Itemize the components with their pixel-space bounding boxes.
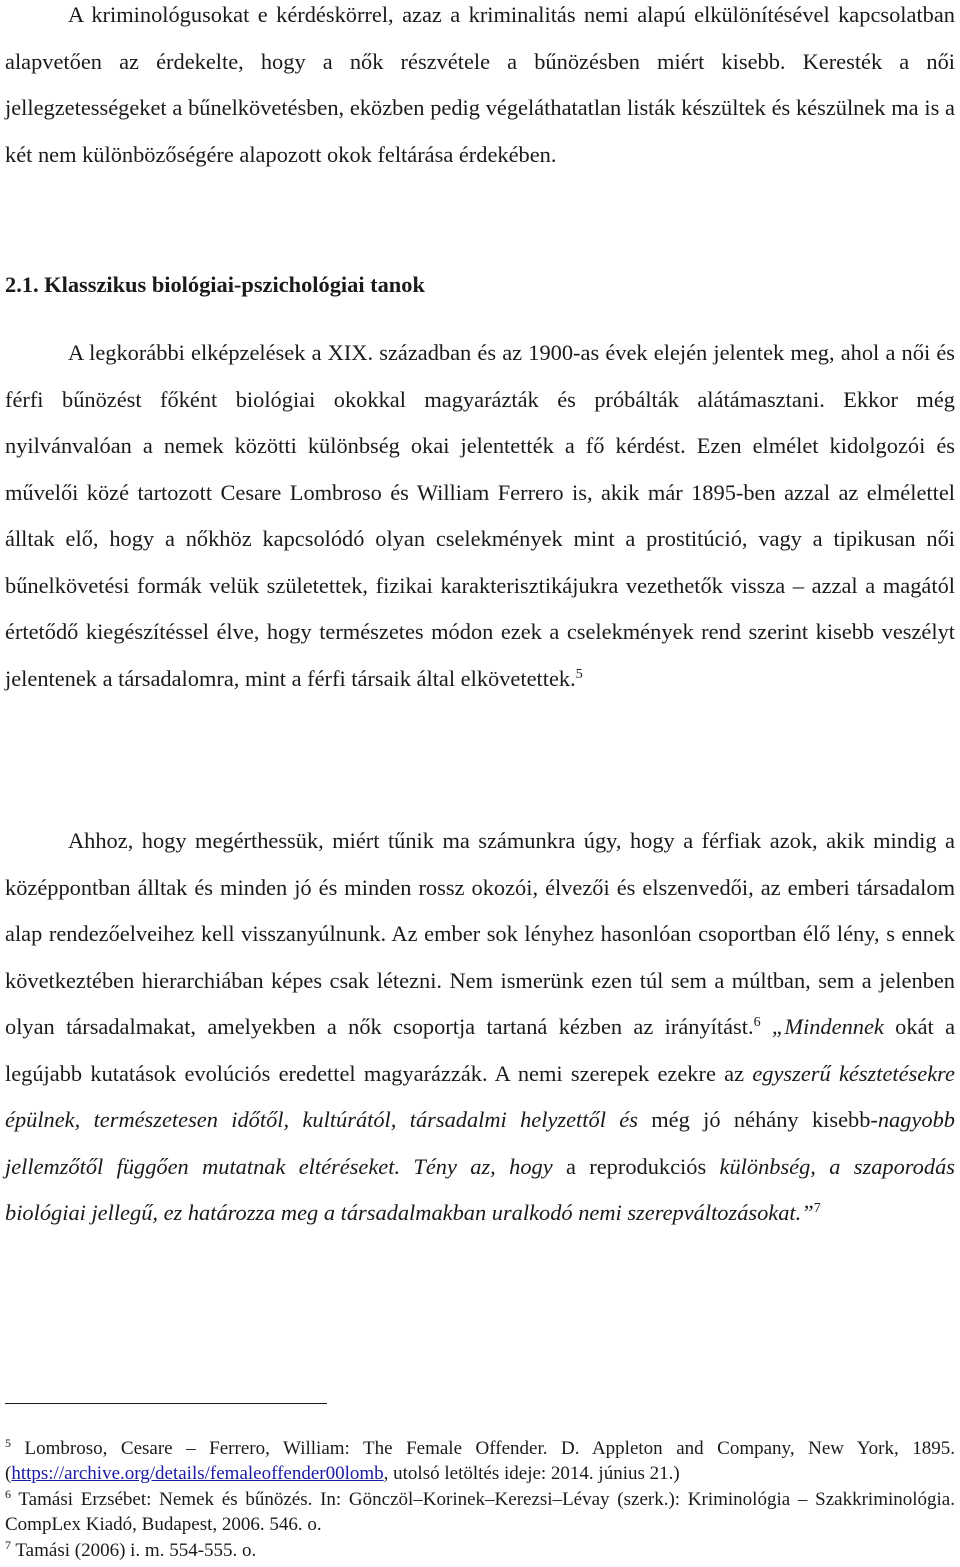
footnote-6 — [5, 1488, 955, 1537]
footnote-7 — [5, 1539, 955, 1564]
quote-italic-d: különbség, a szaporodás biológiai jellegű, ez határozza meg a társadalmakban uralkodó nemi szerepváltozásokat.” — [5, 1153, 955, 1225]
paragraph-intro — [5, 0, 955, 178]
footnote-number: 6 — [5, 1487, 11, 1501]
footnote-7-text: Tamási (2006) i. m. 554-555. o. — [11, 1540, 257, 1561]
paragraph-biological-theories — [5, 330, 955, 702]
paragraph-hierarchy-text-d: a reprodukciós — [552, 1153, 720, 1179]
footnote-number: 5 — [5, 1436, 11, 1450]
paragraph-hierarchy-text-b: okát a legújabb kutatások evolúciós eredettel magyarázzák. A nemi szerepek ezekre az — [5, 1014, 956, 1086]
footnote-5-text-a: Lombroso, Cesare – Ferrero, William: The Female Offender. D. Appleton and Company, New York, 1895. ( — [5, 1438, 955, 1484]
paragraph-intro-text: A kriminológusokat e kérdéskörrel, azaz a kriminalitás nemi alapú elkülönítésével kapcsolatban alapvetően az érdekelte, hogy a nők részvétele a bűnözésben miért kisebb. Keresték a női jellegzetességeket a bűnelkövetésben, eközben pedig végeláthatatlan listák készültek és készülnek ma is a két nem különbözőségére alapozott okok feltárása érdekében. — [5, 2, 955, 167]
footnote-ref-5[interactable]: 5 — [575, 666, 583, 682]
section-heading: 2.1. Klasszikus biológiai-pszichológiai tanok — [5, 272, 425, 297]
paragraph-hierarchy-text-c: még jó néhány kisebb- — [637, 1107, 878, 1132]
footnote-5 — [5, 1437, 955, 1486]
footnote-5-link[interactable]: https://archive.org/details/femaleoffender00lomb — [11, 1462, 384, 1484]
quote-italic-b: egyszerű késztetésekre épülnek, természetesen időtől, kultúrától, társadalmi helyzettől és — [5, 1060, 955, 1132]
footnote-5-text-b: , utolsó letöltés ideje: 2014. június 21.) — [383, 1462, 680, 1484]
footnote-ref-7[interactable]: 7 — [813, 1201, 821, 1216]
paragraph-hierarchy-text-a: Ahhoz, hogy megérthessük, miért tűnik ma számunkra úgy, hogy a férfiak azok, akik mindig a középpontban álltak és minden jó és minden rossz okozói, élvezői és elszenvedői, az emberi társadalom alap rendezőelveihez kell visszanyúlnunk. Az ember sok lényhez hasonlóan csoportban élő lény, s ennek következtében hierarchiában képes csak létezni. Nem ismerünk ezen túl sem a múltban, sem a jelenben olyan társadalmakat, amelyekben a nők csoportja tartaná kézben az irányítást. — [5, 828, 955, 1039]
footnote-divider — [5, 1403, 327, 1404]
footnote-number: 7 — [5, 1538, 11, 1552]
footnote-6-text: Tamási Erzsébet: Nemek és bűnözés. In: Gönczöl–Korinek–Kerezsi–Lévay (szerk.): Kriminológia – Szakkriminológia. CompLex Kiadó, Budapest, 2006. 546. o. — [5, 1489, 955, 1535]
quote-open: „Mindennek — [760, 1014, 884, 1039]
quote-italic-c: nagyobb jellemzőtől függően mutatnak eltéréseket. Tény az, hogy — [5, 1107, 955, 1179]
paragraph-social-hierarchy — [5, 818, 955, 1237]
paragraph-biological-text: A legkorábbi elképzelések a XIX. században és az 1900-as évek elején jelentek meg, ahol a női és férfi bűnözést főként biológiai okokkal magyarázták és próbálták alátámasztani. Ekkor még nyilvánvalóan a nemek közötti különbség okai jelentették a fő kérdést. Ezen elmélet kidolgozói és művelői közé tartozott Cesare Lombroso és William Ferrero is, akik már 1895-ben azzal az elmélettel álltak elő, hogy a nőkhöz kapcsolódó olyan cselekmények mint a prostitúció, vagy a tipikusan női bűnelkövetési formák velük születettek, fizikai karakterisztikájukra vezethetők vissza – azzal a magától értetődő kiegészítéssel élve, hogy természetes módon ezek a cselekmények rend szerint kisebb veszélyt jelentenek a társadalomra, mint a férfi társaik által elkövetettek. — [5, 340, 955, 691]
footnote-ref-6[interactable]: 6 — [753, 1015, 761, 1030]
